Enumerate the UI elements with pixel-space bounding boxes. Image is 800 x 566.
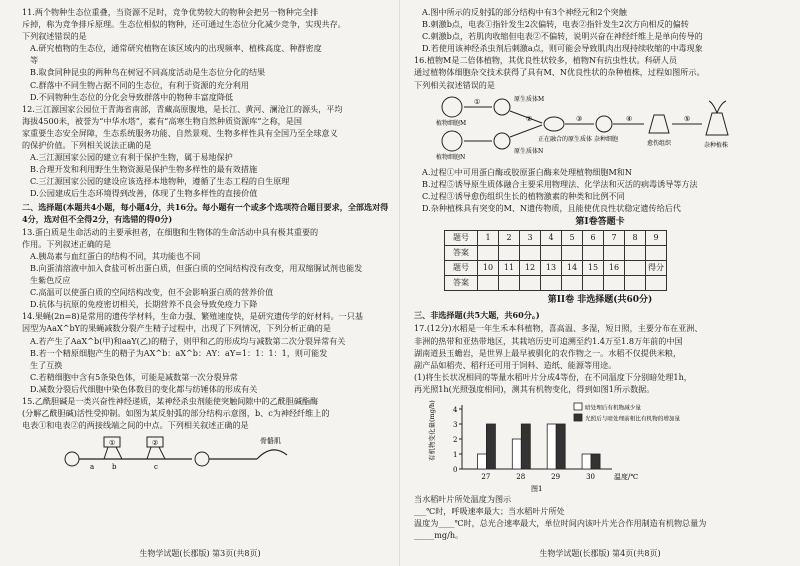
answer-card-cell: 2 — [499, 231, 520, 246]
step-4: ④ — [626, 114, 633, 123]
meter-1-lead-b — [116, 447, 122, 459]
question-16 — [414, 54, 786, 90]
answer-card-cell[interactable] — [604, 276, 625, 291]
answer-card-cell[interactable] — [541, 276, 562, 291]
legend-swatch — [574, 403, 582, 410]
neuron-body-1 — [65, 452, 79, 466]
reflex-arc-diagram — [52, 433, 302, 471]
question-text-line: 的保护价值。下列相关说法正确的是 — [22, 140, 152, 151]
label-cell-m: 植物细胞M — [436, 119, 467, 127]
hybrid-process-diagram — [434, 93, 764, 161]
question-13 — [22, 226, 392, 250]
x-tick-label: 28 — [516, 472, 526, 481]
option-line: 生了互换 — [30, 359, 63, 370]
option-line: A.若产生了AaX^b(甲)和aaY(乙)的精子，则甲和乙的形成均与减数第二次分裂异常有关 — [30, 335, 346, 346]
question-text-line: 14.果蝇(2n=8)是常用的遗传学材料，生命力强、繁殖速度快，是研究遗传学的好材料。一只基 — [22, 311, 363, 322]
y-tick-label: 0 — [453, 465, 458, 474]
question-text-line: 13.蛋白质是生命活动的主要承担者，在细胞和生物体的生命活动中具有极其重要的 — [22, 226, 319, 237]
legend-swatch — [574, 414, 582, 421]
hybrid-process-figure — [434, 93, 786, 164]
question-text-line: 通过植物体细胞杂交技术获得了具有M、N优良性状的杂种植株，过程如图所示。 — [414, 67, 705, 78]
option-line: 生紫色反应 — [30, 275, 71, 286]
answer-card-cell[interactable] — [499, 246, 520, 261]
question-text-line: 16.植物M是二倍体植物，其优良性状较多，植物N有抗虫性状。科研人员 — [414, 55, 677, 66]
answer-card-cell[interactable] — [583, 246, 604, 261]
question-text-line: 因型为AaX^bY的果蝇减数分裂产生精子过程中，出现了下列情况，下列分析正确的是 — [22, 323, 331, 334]
answer-card-row-label: 题号 — [445, 261, 478, 276]
question-15 — [22, 395, 392, 431]
option-line: C.高温可以使蛋白质的空间结构改变，但不会影响蛋白质的营养价值 — [30, 287, 274, 298]
x-tick-label: 27 — [481, 472, 491, 481]
answer-card-cell[interactable] — [541, 246, 562, 261]
option-line: B.取食同种昆虫的两种鸟在树冠不同高度活动是生态位分化的结果 — [30, 67, 266, 78]
answer-card-cell: 16 — [604, 261, 625, 276]
question-15-options — [414, 6, 786, 54]
x-axis-label: 温度/℃ — [614, 472, 639, 481]
answer-card-cell[interactable] — [562, 276, 583, 291]
option-line: D.公园建成后生态环境得到改善，体现了生物多样性的直接价值 — [30, 188, 258, 199]
part-2-heading: 第II卷 非选择题(共60分) — [547, 295, 653, 306]
question-12 — [22, 103, 392, 151]
question-text-line: 电表①和电表②的两接线端之间的中点。下列相关叙述正确的是 — [22, 420, 249, 431]
label-callus: 愈伤组织 — [647, 139, 672, 147]
bar — [521, 424, 530, 469]
question-12-options — [22, 151, 392, 199]
right-footer: 生物学试题(长郡版) 第4页(共8页) — [539, 548, 661, 558]
question-text-line: 斥掉，称为竞争排斥原理。生态位相似的物种，还可通过生态位分化减少竞争，实现共存。 — [22, 19, 346, 30]
question-text-line: 17.(12分)水稻是一年生禾本科植物，喜高温、多湿，短日照，主要分布在亚洲、 — [414, 323, 703, 334]
question-text-line: 11.两个物种生态位重叠，当资源不足时，竞争优势较大的物种会把另一物种完全排 — [22, 7, 319, 17]
question-text-line: 下列叙述错误的是 — [22, 31, 87, 42]
x-tick-label: 30 — [586, 472, 595, 481]
proto-n-shape — [494, 133, 510, 149]
answer-card-cell: 8 — [625, 231, 646, 246]
option-line: A.研究植物的生态位，通常研究植物在该区域内的出现频率、植株高度、种群密度 — [30, 43, 322, 54]
reflex-arc-figure — [52, 433, 392, 474]
answer-card-title: 第I卷答题卡 — [575, 217, 625, 228]
bar — [512, 439, 521, 469]
option-line: B.刺激b点，电表①指针发生2次偏转，电表②指针发生2次方向相反的偏转 — [422, 19, 689, 30]
label-hybrid: 杂种细胞 — [594, 135, 619, 143]
meter-2-lead-a — [147, 447, 151, 459]
bar — [486, 424, 495, 469]
bar — [556, 424, 565, 469]
question-17 — [414, 322, 786, 395]
meter-1-lead-a — [104, 447, 108, 459]
answer-card-cell: 15 — [583, 261, 604, 276]
option-line: C.刺激b点，若肌肉收缩但电表②不偏转，说明兴奋在神经纤维上是单向传导的 — [422, 31, 703, 42]
question-text-line: 15.乙酰胆碱是一类兴奋性神经递质，某神经杀虫剂能使突触间隙中的乙酰胆碱酯酶 — [22, 396, 319, 406]
question-text-line: 作用。下列叙述正确的是 — [22, 238, 112, 249]
plant-flask — [706, 113, 728, 135]
answer-card-row-label: 答案 — [445, 246, 478, 261]
question-16-options — [414, 166, 786, 214]
answer-card-cell[interactable] — [478, 276, 499, 291]
answer-card-cell[interactable] — [625, 276, 646, 291]
answer-card-cell: 14 — [562, 261, 583, 276]
answer-card-cell: 得分 — [646, 261, 667, 276]
question-text-line: 当水稻叶片所处温度为图示 — [414, 493, 512, 504]
answer-card-cell: 11 — [499, 261, 520, 276]
question-text-line: 非洲的热带和亚热带地区，其栽培历史可追溯至约1.4万至1.8万年前的中国 — [414, 335, 683, 346]
fused-shape — [544, 117, 564, 131]
answer-card-cell: 7 — [604, 231, 625, 246]
label-meter-1: ① — [109, 439, 116, 448]
answer-card-cell: 10 — [478, 261, 499, 276]
option-line: D.若使用该神经杀虫剂后刺激a点，则可能会导致肌肉出现持续收缩的中毒现象 — [422, 43, 703, 54]
answer-card-row — [445, 261, 667, 276]
answer-card-cell: 6 — [583, 231, 604, 246]
bar — [582, 454, 591, 469]
legend-label: 光照后与暗处理前相比有机物的增加量 — [585, 416, 681, 423]
question-text-line: 12.三江源国家公园位于青海省南部，青藏高原腹地，是长江、黄河、澜沧江的源头，平均 — [22, 103, 343, 114]
legend-label: 暗处理后有机物减少量 — [585, 405, 641, 412]
answer-card-cell[interactable] — [604, 246, 625, 261]
proto-m-shape — [494, 99, 510, 115]
question-11 — [22, 6, 392, 42]
option-line: A.胰岛素与血红蛋白的结构不同，其功能也不同 — [30, 250, 201, 261]
option-line: D.不同物种生态位的分化会导致群落中的物种丰富度降低 — [30, 91, 234, 102]
option-line: A.三江源国家公园的建立有利于保护生物，属于易地保护 — [30, 152, 233, 163]
option-line: A.图中所示的反射弧的部分结构中有3个神经元和2个突触 — [422, 7, 627, 17]
question-text-line: (1)将生长状况相同的等量水稻叶片分成4等份，在不同温度下分别暗处理1h， — [414, 371, 692, 382]
answer-card-cell[interactable] — [646, 246, 667, 261]
bar-chart-svg — [424, 397, 684, 493]
question-text-line: 湖南道县玉蟾岩，是世界上最早被驯化的农作物之一。水稻不仅提供米粮， — [414, 347, 682, 358]
question-text-line: 下列相关叙述错误的是 — [414, 79, 495, 90]
step-1: ① — [474, 97, 481, 106]
answer-card-cell: 13 — [541, 261, 562, 276]
answer-card-cell: 3 — [520, 231, 541, 246]
bar — [547, 424, 556, 469]
label-muscle: 骨骼肌 — [260, 437, 281, 446]
question-13-options — [22, 250, 392, 310]
option-line: D.抗体与抗原的免疫密切相关，长期营养不良会导致免疫力下降 — [30, 299, 258, 310]
option-line: 等 — [30, 55, 39, 66]
answer-card-cell: 12 — [520, 261, 541, 276]
answer-card-row — [445, 276, 667, 291]
option-line: C.群落中不同生物占据不同的生态位，有利于资源的充分利用 — [30, 79, 249, 90]
answer-card-cell[interactable] — [520, 276, 541, 291]
step-5: ⑤ — [684, 114, 691, 123]
label-b: b — [112, 463, 117, 472]
question-text-line: 家重要生态安全屏障，生态系统服务功能、自然景观、生物多样性具有全国乃至全球意义 — [22, 127, 338, 138]
label-plant: 杂种植株 — [704, 141, 729, 149]
option-line: D.减数分裂后代细胞中染色体数目的变化都与纺锤体的形成有关 — [30, 383, 258, 394]
cell-n-shape — [442, 131, 462, 151]
question-text-line: (分解乙酰胆碱)活性受抑制。如图为某反射弧的部分结构示意图，b、c为神经纤维上的 — [22, 408, 330, 419]
option-line: C.若精细胞中含有5条染色体，可能是减数第一次分裂异常 — [30, 371, 238, 382]
answer-card-cell[interactable] — [625, 246, 646, 261]
answer-card-row — [445, 231, 667, 246]
answer-card-cell — [625, 261, 646, 276]
option-line: A.过程①中可用蛋白酶或胶原蛋白酶来处理植物细胞M和N — [422, 166, 632, 177]
answer-card-cell[interactable] — [520, 246, 541, 261]
chart-caption: 图1 — [531, 484, 543, 493]
label-cell-n: 植物细胞N — [436, 153, 466, 161]
answer-card-row-label: 答案 — [445, 276, 478, 291]
label-a: a — [90, 463, 95, 472]
answer-card-cell: 4 — [541, 231, 562, 246]
meter-2-lead-b — [159, 447, 165, 459]
answer-card-cell[interactable] — [478, 246, 499, 261]
step-3: ③ — [576, 114, 583, 123]
y-axis-label: 有机物变化量(mg/h) — [428, 400, 436, 461]
label-fused: 正在融合的原生质体 — [538, 135, 593, 143]
question-text-line: 副产品如稻壳、稻秆还可用于饲料、造纸、能源等用途。 — [414, 359, 617, 370]
question-text-line: 海拔4500米，被誉为“中华水塔”，素有“高寒生物自然种质资源库”之称，是国 — [22, 115, 302, 126]
hybrid-cell-shape — [596, 116, 612, 132]
question-text-line: ___℃时，呼吸速率最大；当水稻叶片所处 — [414, 506, 565, 517]
answer-card-cell[interactable] — [646, 276, 667, 291]
answer-card-cell: 9 — [646, 231, 667, 246]
question-14-options — [22, 335, 392, 395]
x-tick-label: 29 — [551, 472, 561, 481]
right-page — [400, 0, 800, 566]
answer-card-cell[interactable] — [562, 246, 583, 261]
question-17-tail — [414, 493, 786, 541]
answer-card-cell: 5 — [562, 231, 583, 246]
neuron-body-2 — [195, 452, 209, 466]
bar — [477, 454, 486, 469]
answer-card-cell[interactable] — [583, 276, 604, 291]
plant-leaves — [709, 101, 726, 113]
answer-card-row — [445, 246, 667, 261]
question-text-line: 温度为____℃时，总光合速率最大，单位时间内该叶片光合作用制造有机物总量为 — [414, 518, 707, 529]
answer-card-cell: 1 — [478, 231, 499, 246]
answer-card-cell[interactable] — [499, 276, 520, 291]
figure-1-chart — [424, 397, 786, 493]
question-text-line: _____mg/h。 — [414, 530, 464, 541]
answer-card-row-label: 题号 — [445, 231, 478, 246]
question-14 — [22, 310, 392, 334]
answer-card-table — [444, 230, 667, 291]
label-proto-m: 原生质体M — [514, 95, 545, 103]
y-tick-label: 1 — [453, 450, 458, 459]
option-line: D.杂种植株具有突变的M、N遗传物质，且能使优良性状稳定遗传给后代 — [422, 203, 681, 214]
y-tick-label: 2 — [453, 435, 458, 444]
option-line: B.若一个精原细胞产生的精子为AX^b：aX^b：AY：aY=1：1：1：1，则可能发 — [30, 347, 328, 358]
y-tick-label: 3 — [453, 420, 458, 429]
step-2: ② — [526, 114, 533, 123]
question-text-line: 再光照1h(光照强度相同)，测其有机物变化，得到如图1所示数据。 — [414, 383, 655, 394]
label-c: c — [154, 463, 158, 472]
bar — [591, 454, 600, 469]
option-line: B.向蛋清溶液中加入食盐可析出蛋白质，但蛋白质的空间结构没有改变，用双缩脲试剂也能发 — [30, 262, 363, 273]
option-line: C.过程③诱导愈伤组织生长的植物激素的种类和比例不同 — [422, 190, 625, 201]
callus-flask — [649, 115, 669, 133]
label-proto-n: 原生质体N — [514, 147, 544, 155]
option-line: B.合理开发和利用野生生物资源是保护生物多样性的最有效措施 — [30, 164, 258, 175]
cell-m-shape — [442, 97, 462, 117]
left-footer: 生物学试题(长郡版) 第3页(共8页) — [139, 548, 261, 558]
label-meter-2: ② — [152, 439, 159, 448]
option-line: C.三江源国家公园的建设应该选择本地物种，遵循了生态工程的自生原理 — [30, 176, 290, 187]
option-line: B.过程⑤诱导原生质体融合主要采用物理法、化学法和灭活的病毒诱导等方法 — [422, 178, 698, 189]
section-3-heading: 三、非选择题(共5大题，共60分。) — [414, 310, 540, 321]
question-11-options — [22, 42, 392, 102]
section-2-heading: 二、选择题(本题共4小题，每小题4分，共16分。每小题有一个或多个选项符合题目要求，全部选对得4分，选对但不全得2分，有选错的得0分) — [22, 201, 389, 224]
muscle-shape — [257, 450, 287, 459]
y-tick-label: 4 — [453, 405, 458, 414]
